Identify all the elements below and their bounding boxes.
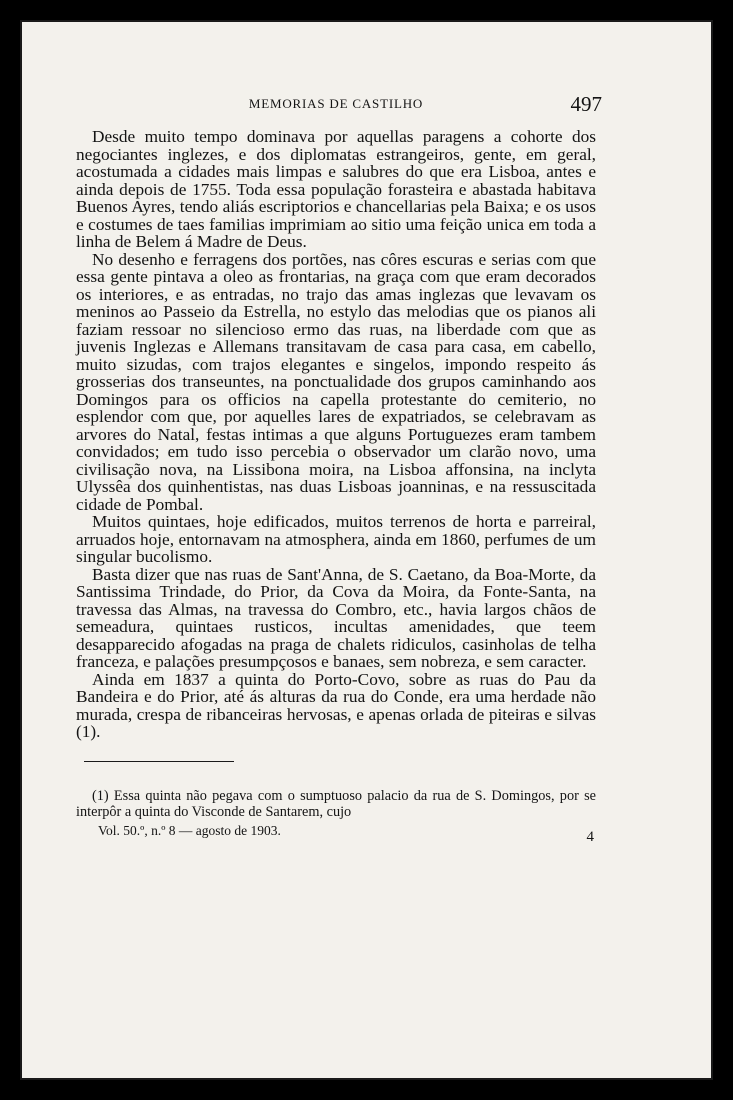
paragraph-3: Muitos quintaes, hoje edificados, muitos terrenos de horta e parreiral, arruados hoje, entornavam na atmosphera, ainda em 1860, perfumes de um singular bucolismo. [76,512,596,566]
footnote-1: (1) Essa quinta não pegava com o sumptuoso palacio da rua de S. Domingos, por se interpôr a quinta do Visconde de Santarem, cujo [76,787,596,820]
page-content [76,92,602,845]
running-title: MEMORIAS DE CASTILHO [248,96,424,111]
footnotes [76,788,596,821]
body-text [76,128,596,741]
sheet-number: 4 [586,828,594,845]
paragraph-1: Desde muito tempo dominava por aquellas paragens a cohorte dos negociantes inglezes, e dos diplomatas estrangeiros, gente, em geral, acostumada a cidades mais limpas e salubres do que era Lisboa, antes e ainda depois de 1755. Toda essa população forasteira e abastada habitava Buenos Ayres, tendo aliás escriptorios e chancellarias pela Baixa; e os usos e costumes de taes familias imprimiam ao sitio uma feição unica em toda a linha de Belem á Madre de Deus. [76,127,596,251]
footnote-rule [84,761,234,762]
paragraph-2: No desenho e ferragens dos portões, nas côres escuras e serias com que essa gente pintava a oleo as frontarias, na graça com que eram decorados os interiores, e as entradas, no trajo das amas inglezas que levavam os meninos ao Passeio da Estrella, no estylo das melodias que os pianos ali faziam ressoar no silencioso ermo das ruas, na liberdade com que as juvenis Inglezas e Allemans transitavam de casa para casa, em cabello, muito sizudas, com trajos elegantes e singelos, impondo respeito ás grosserias dos transeuntes, na ponctualidade dos grupos caminhando aos Domingos para os officios na capella protestante do cemiterio, no esplendor com que, por aquelles lares de expatriados, se celebravam as arvores do Natal, festas intimas a que alguns Portuguezes eram tambem convidados; em tudo isso percebia o observador um clarão novo, uma civilisação nova, na Lissibona moira, na Lisboa affonsina, na inclyta Ulyssêa dos quinhentistas, nas duas Lisboas joanninas, e na ressuscitada cidade de Pombal. [76,249,596,514]
book-page [20,20,713,1080]
page-header [76,92,602,128]
paragraph-5: Ainda em 1837 a quinta do Porto-Covo, sobre as ruas do Pau da Bandeira e do Prior, até ás alturas da rua do Conde, era uma herdade não murada, crespa de ribanceiras hervosas, e apenas orlada de piteiras e silvas (1). [76,669,596,741]
signature-line [76,823,596,845]
paragraph-4: Basta dizer que nas ruas de Sant'Anna, de S. Caetano, da Boa-Morte, da Santissima Trindade, do Prior, da Cova da Moira, da Fonte-Santa, na travessa das Almas, na travessa do Combro, etc., havia largos chãos de semeadura, quintaes rusticos, incultas amenidades, que teem desapparecido afogadas na praga de chalets ridiculos, casinholas de telha franceza, e palações presumpçosos e banaes, sem nobreza, e sem caracter. [76,564,596,671]
volume-issue-date: Vol. 50.º, n.º 8 — agosto de 1903. [98,822,281,838]
page-number: 497 [570,92,602,116]
